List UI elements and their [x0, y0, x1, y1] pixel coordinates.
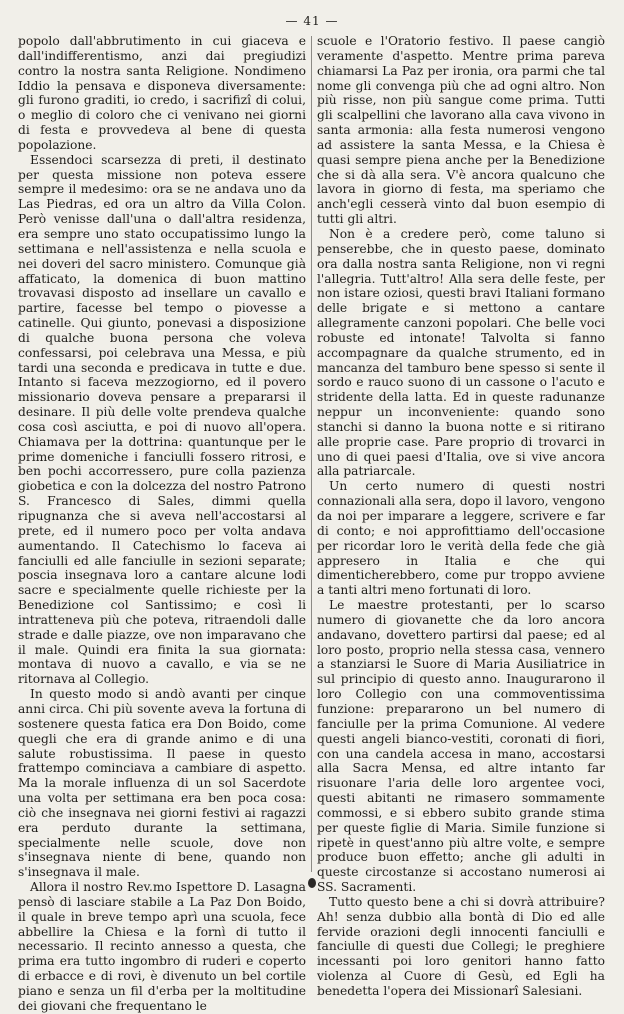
paragraph: Essendoci scarsezza di preti, il destinato per questa missione non poteva essere sempre il medesimo: ora se ne andava uno da Las Piedras, ed ora un altro da Villa Colon. Però venisse dall'una o dall'altra residenza, era sempre uno stato occupatissimo lungo la settimana e nell'assistenza e nella scuola e nei doveri del sacro ministero. Comunque già affaticato, la domenica di buon mattino trovavasi disposto ad insellare un cavallo e partire, facesse bel tempo o piovesse a catinelle. Qui giunto, ponevasi a disposizione di qualche buona persona che voleva confessarsi, poi celebrava una Messa, e più tardi una seconda e predicava in tutte e due. Intanto si faceva mezzogiorno, ed il povero missionario doveva pensare a prepararsi il desinare. Il più delle volte prendeva qualche cosa così asciutta, e poi di nuovo all'opera. Chiamava per la dottrina: quantunque per le prime domeniche i fanciulli fossero ritrosi, e ben pochi accorressero, pure colla pazienza giobetica e con la dolcezza del nostro Patrono S. Francesco di Sales, dimmi quella ripugnanza che si aveva nell'accostarsi al prete, ed il numero poco per volta andava aumentando. Il Catechismo lo faceva ai fanciulli ed alle fanciulle in sezioni separate; poscia insegnava loro a cantare alcune lodi sacre e specialmente quelle richieste per la Benedizione col Santissimo; e così li intratteneva più che poteva, ritraendoli dalle strade e dalle piazze, ove non imparavano che il male. Quindi era finita la sua giornata: montava di nuovo a cavallo, e via se ne ritornava al Collegio. — [18, 152, 306, 687]
paragraph: In questo modo si andò avanti per cinque anni circa. Chi più sovente aveva la fortuna di sostenere questa fatica era Don Boido, come quegli che era di grande animo e di una salute robustissima. Il paese in questo frattempo cominciava a cambiare di aspetto. Ma la morale influenza di un sol Sacerdote una volta per settimana era ben poca cosa: ciò che insegnava nei giorni festivi ai ragazzi era perduto durante la settimana, specialmente nelle scuole, dove non s'insegnava niente di bene, quando non s'insegnava il male. — [18, 687, 306, 880]
footer-ornament — [308, 878, 316, 888]
paragraph: popolo dall'abbrutimento in cui giaceva e dall'indifferentismo, anzi dai pregiudizi contro la nostra santa Religione. Nondimeno Iddio la pensava e disponeva diversamente: gli furono graditi, io credo, i sacrifizî di colui, o meglio di coloro che ci venivano nei giorni di festa e provvedeva al bene di questa popolazione. — [18, 34, 306, 152]
column-divider — [311, 36, 312, 872]
right-column — [317, 34, 605, 999]
paragraph: scuole e l'Oratorio festivo. Il paese cangiò veramente d'aspetto. Mentre prima pareva chiamarsi La Paz per ironia, ora parmi che tal nome gli convenga più che ad ogni altro. Non più risse, non più sangue come prima. Tutti gli scalpellini che lavorano alla cava vivono in santa armonia: alla festa numerosi vengono ad assistere la santa Messa, e la Chiesa è quasi sempre piena anche per la Benedizione che si dà alla sera. V'è ancora qualcuno che lavora in giorno di festa, ma speriamo che anch'egli cesserà vinto dal buon esempio di tutti gli altri. — [317, 34, 605, 227]
paragraph: Non è a credere però, come taluno si penserebbe, che in questo paese, dominato ora dalla nostra santa Religione, non vi regni l'allegria. Tutt'altro! Alla sera delle feste, per non istare oziosi, questi bravi Italiani formano delle brigate e si mettono a cantare allegramente canzoni popolari. Che belle voci robuste ed intonate! Talvolta si fanno accompagnare da qualche strumento, ed in mancanza del tamburo bene spesso si sente il sordo e rauco suono di un cassone o l'acuto e stridente della latta. Ed in queste radunanze neppur un inconveniente: quando sono stanchi si danno la buona notte e si ritirano alle proprie case. Pare proprio di trovarci in uno di quei paesi d'Italia, ove si vive ancora alla patriarcale. — [317, 226, 605, 479]
page-number: — 41 — — [285, 14, 339, 28]
left-column — [18, 34, 306, 1014]
paragraph: Tutto questo bene a chi si dovrà attribuire? Ah! senza dubbio alla bontà di Dio ed alle fervide orazioni degli innocenti fanciulli e fanciulle di questi due Collegi; le preghiere incessanti poi loro genitori hanno fatto violenza al Cuore di Gesù, ed Egli ha benedetta l'opera dei Missionarî Salesiani. — [317, 894, 605, 998]
paragraph: Le maestre protestanti, per lo scarso numero di giovanette che da loro ancora andavano, dovettero partirsi dal paese; ed al loro posto, proprio nella stessa casa, vennero a stanziarsi le Suore di Maria Ausiliatrice in sul principio di questo anno. Inaugurarono il loro Collegio con una commoventissima funzione: prepararono un bel numero di fanciulle per la prima Comunione. Al vedere questi angeli bianco-vestiti, coronati di fiori, con una candela accesa in mano, accostarsi alla Sacra Mensa, ed altre intanto far risuonare l'aria delle loro argentee voci, questi abitanti ne rimasero sommamente commossi, e si ebbero subito grande stima per queste figlie di Maria. Simile funzione si ripetè in quest'anno più altre volte, e sempre produce buon effetto; anche gli adulti in queste circostanze si accostano numerosi ai SS. Sacramenti. — [317, 598, 605, 895]
paragraph: Un certo numero di questi nostri connazionali alla sera, dopo il lavoro, vengono da noi per imparare a leggere, scrivere e far di conto; e noi approfittiamo dell'occasione per ricordar loro le verità della fede che già appresero in Italia e che qui dimenticherebbero, come pur troppo avviene a tanti altri meno fortunati di loro. — [317, 479, 605, 598]
paragraph: Allora il nostro Rev.mo Ispettore D. Lasagna pensò di lasciare stabile a La Paz Don Boido, il quale in breve tempo aprì una scuola, fece abbellire la Chiesa e la fornì di tutto il necessario. Il recinto annesso a questa, che prima era tutto ingombro di ruderi e coperto di erbacce e di rovi, è divenuto un bel cortile piano e senza un fil d'erba per la moltitudine dei giovani che frequentano le — [18, 880, 306, 1013]
